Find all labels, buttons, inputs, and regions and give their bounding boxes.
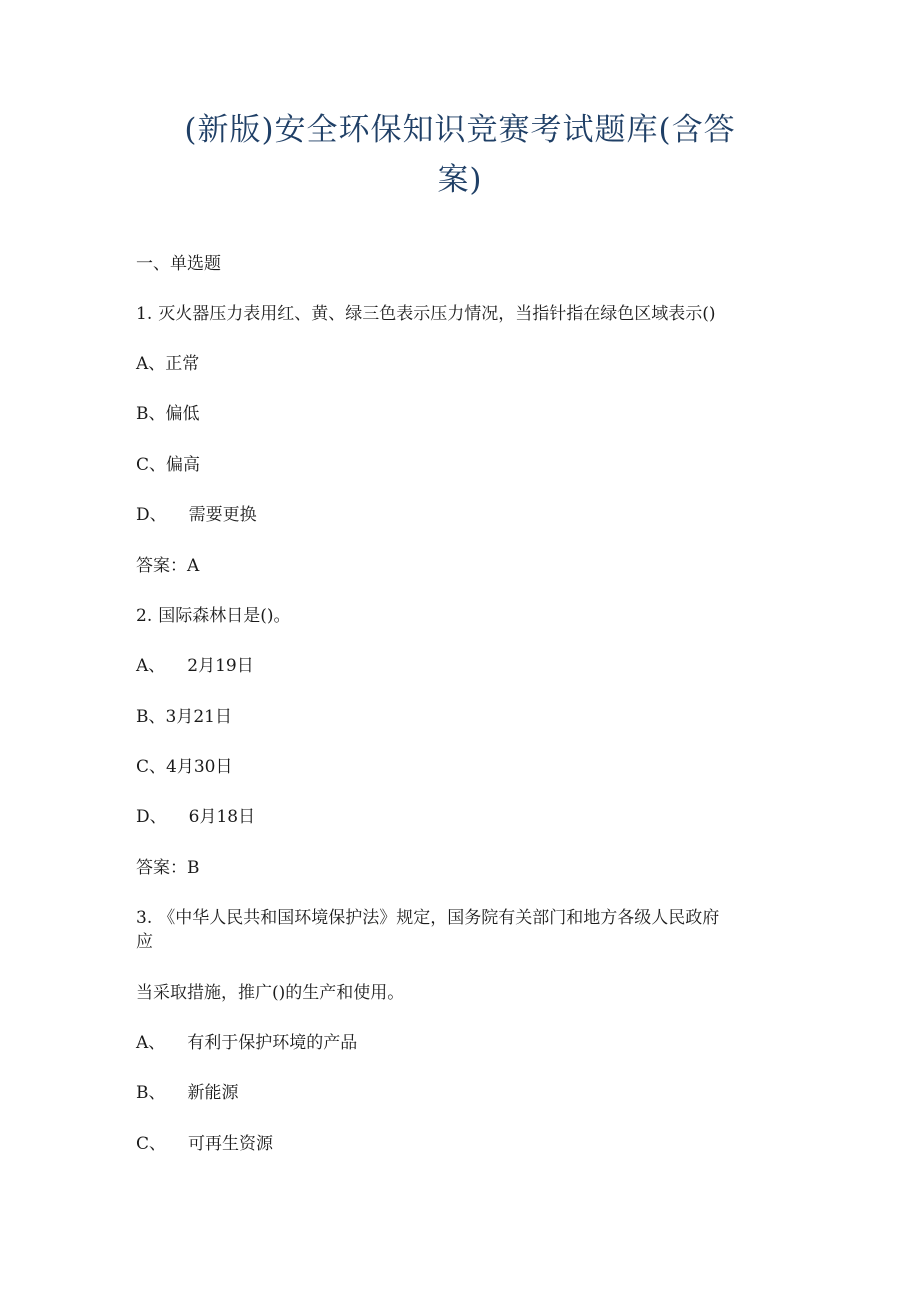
option-letter: B、 <box>136 404 166 424</box>
option-letter: A、 <box>136 354 166 374</box>
question-2-answer: 答案：B <box>136 858 200 878</box>
question-3-option-b <box>136 1081 239 1105</box>
document-title-line-2: 案) <box>437 162 483 198</box>
question-3-option-c <box>136 1132 273 1156</box>
question-1-option-b <box>136 402 200 426</box>
question-1-option-d <box>136 503 257 527</box>
question-2-option-d <box>136 805 255 829</box>
question-3-option-a <box>136 1031 357 1055</box>
question-2-number: 2. <box>136 606 153 626</box>
option-text: 需要更换 <box>188 505 257 525</box>
option-letter: B、 <box>136 1083 166 1103</box>
question-2-option-c <box>136 755 232 779</box>
option-letter: A、 <box>136 1033 166 1053</box>
option-text: 4月30日 <box>166 757 233 777</box>
option-letter: C、 <box>136 757 167 777</box>
question-1-answer: 答案：A <box>136 556 200 576</box>
question-3-number: 3. <box>136 908 153 928</box>
question-1-number: 1. <box>136 304 153 324</box>
question-1 <box>136 302 716 326</box>
option-letter: D、 <box>136 807 167 827</box>
document-title-line-1: (新版)安全环保知识竞赛考试题库(含答 <box>184 112 736 148</box>
question-2-text: 国际森林日是()。 <box>158 606 291 626</box>
option-text: 偏高 <box>166 455 201 475</box>
question-3-text-line-3: 当采取措施，推广()的生产和使用。 <box>136 983 405 1003</box>
option-text: 有利于保护环境的产品 <box>187 1033 358 1053</box>
option-letter: A、 <box>136 656 166 676</box>
question-2 <box>136 604 291 628</box>
question-1-text: 灭火器压力表用红、黄、绿三色表示压力情况，当指针指在绿色区域表示() <box>158 304 716 324</box>
option-letter: C、 <box>136 455 167 475</box>
question-3 <box>136 906 719 930</box>
question-2-option-a <box>136 654 254 678</box>
option-letter: B、 <box>136 707 166 727</box>
option-text: 可再生资源 <box>188 1134 274 1154</box>
option-text: 3月21日 <box>165 707 232 727</box>
option-letter: C、 <box>136 1134 167 1154</box>
option-text: 偏低 <box>165 404 200 424</box>
option-text: 2月19日 <box>187 656 254 676</box>
option-letter: D、 <box>136 505 167 525</box>
option-text: 新能源 <box>187 1083 239 1103</box>
question-1-option-c <box>136 453 200 477</box>
section-heading: 一、单选题 <box>136 254 221 274</box>
option-text: 6月18日 <box>188 807 256 827</box>
question-1-option-a <box>136 352 199 376</box>
question-2-option-b <box>136 705 232 729</box>
option-text: 正常 <box>165 354 200 374</box>
question-3-text-line-1: 《中华人民共和国环境保护法》规定，国务院有关部门和地方各级人民政府 <box>158 908 720 928</box>
question-3-text-line-2: 应 <box>136 932 153 952</box>
